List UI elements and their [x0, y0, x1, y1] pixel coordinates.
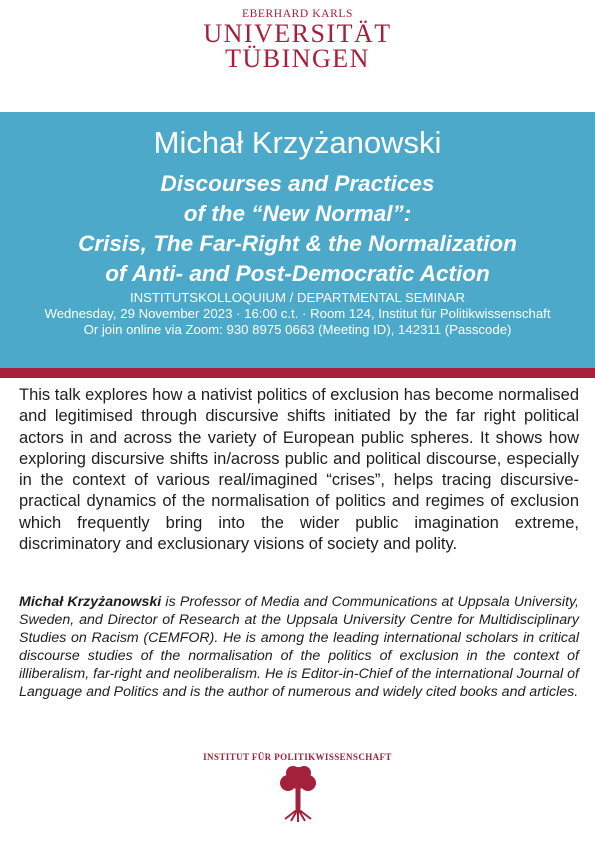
zoom-info: Or join online via Zoom: 930 8975 0663 (Meeting ID), 142311 (Passcode)	[83, 322, 512, 337]
university-logo	[0, 8, 595, 71]
title-line: of Anti- and Post-Democratic Action	[105, 261, 490, 286]
bio-text: is Professor of Media and Communications at Uppsala University, Sweden, and Director of Research at the Uppsala University Centre for Multidisciplinary Studies on Racism (CEMFOR). He is among the leading international scholars in critical discourse studies of the normalisation of the politics of exclusion in the context of illiberalism, far-right and neoliberalism. He is Editor-in-Chief of the international Journal of Language and Politics and is the author of numerous and widely cited books and articles.	[19, 594, 579, 700]
title-line: Discourses and Practices	[160, 171, 435, 196]
header-banner	[0, 112, 595, 368]
speaker-bio	[19, 594, 579, 701]
event-details	[0, 290, 595, 338]
divider-bar	[0, 368, 595, 378]
logo-line-2: UNIVERSITÄT	[203, 19, 392, 48]
event-datetime-place: Wednesday, 29 November 2023 · 16:00 c.t. · Room 124, Institut für Politikwissenschaft	[44, 306, 551, 321]
abstract-text: This talk explores how a nativist politics of exclusion has become normalised and legitimised through discursive shifts initiated by the far right political actors in and across the variety of European public spheres. It shows how exploring discursive shifts in/across public and political discourse, especially in the context of various real/imagined “crises”, helps tracing discursive-practical dynamics of the normalisation of politics and regimes of exclusion which frequently bring into the wider public imagination extreme, discriminatory and exclusionary visions of society and polity.	[19, 386, 579, 554]
logo-line-1: EBERHARD KARLS	[242, 8, 353, 20]
tree-emblem-icon	[275, 765, 321, 825]
talk-title	[0, 169, 595, 289]
bio-name: Michał Krzyżanowski	[19, 594, 162, 610]
institute-name: INSTITUT FÜR POLITIKWISSENSCHAFT	[203, 752, 392, 762]
title-line: Crisis, The Far-Right & the Normalization	[78, 231, 517, 256]
title-line: of the “New Normal”:	[183, 201, 412, 226]
logo-line-3: TÜBINGEN	[225, 44, 370, 73]
speaker-name: Michał Krzyżanowski	[153, 125, 442, 160]
event-series: INSTITUTSKOLLOQUIUM / DEPARTMENTAL SEMINAR	[129, 290, 466, 305]
